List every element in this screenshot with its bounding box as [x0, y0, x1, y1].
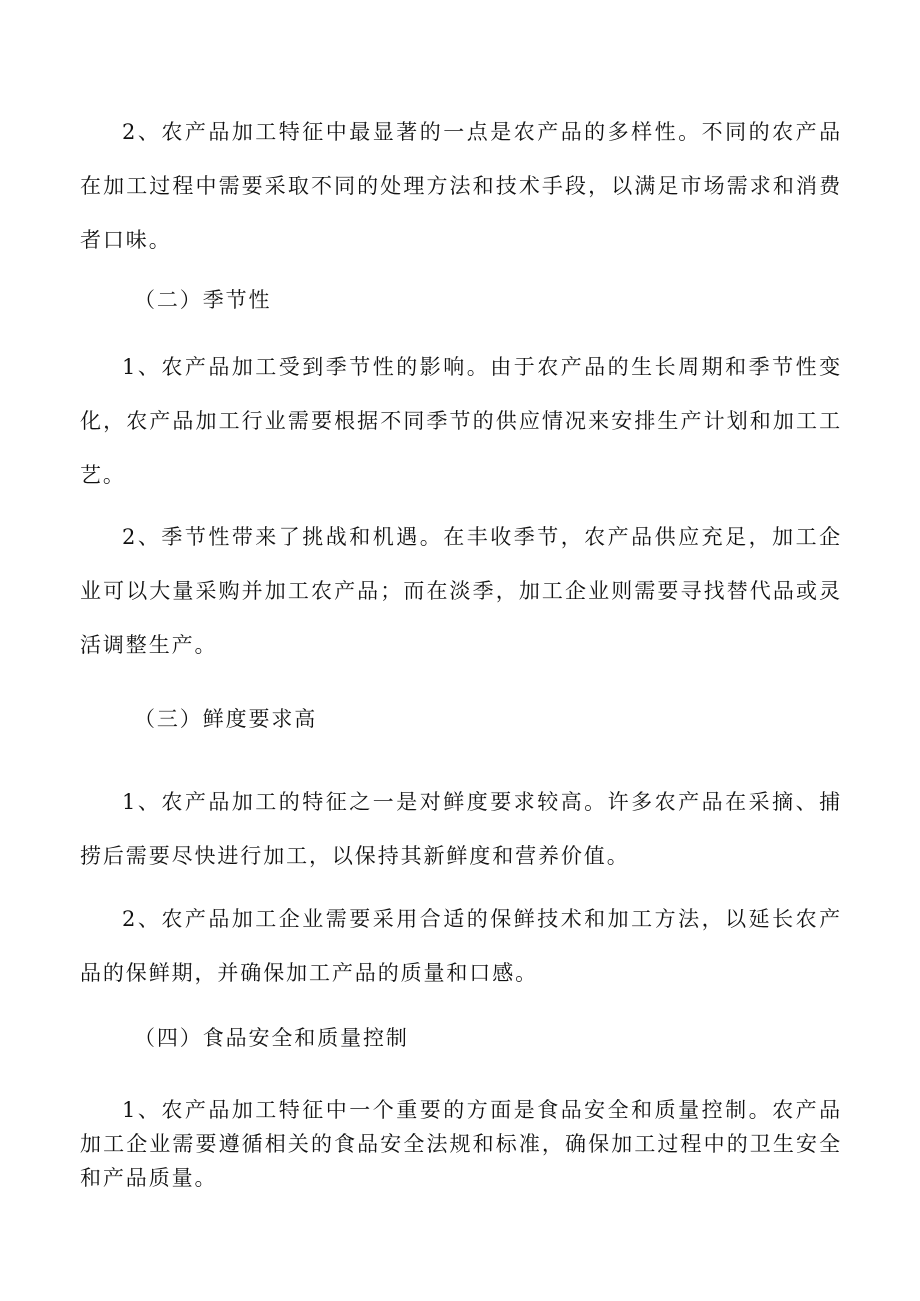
section-heading-food-safety: （四）食品安全和质量控制 — [134, 1026, 409, 1050]
paragraph-seasonality-2: 2、季节性带来了挑战和机遇。在丰收季节，农产品供应充足，加工企业可以大量采购并加工农产品；而在淡季，加工企业则需要寻找替代品或灵活调整生产。 — [80, 525, 842, 657]
paragraph-freshness-1: 1、农产品加工的特征之一是对鲜度要求较高。许多农产品在采摘、捕捞后需要尽快进行加工，以保持其新鲜度和营养价值。 — [80, 790, 842, 868]
paragraph-freshness-2: 2、农产品加工企业需要采用合适的保鲜技术和加工方法，以延长农产品的保鲜期，并确保加工产品的质量和口感。 — [80, 907, 842, 985]
section-heading-freshness: （三）鲜度要求高 — [134, 707, 318, 731]
paragraph-diversity-2: 2、农产品加工特征中最显著的一点是农产品的多样性。不同的农产品在加工过程中需要采取不同的处理方法和技术手段，以满足市场需求和消费者口味。 — [80, 120, 842, 252]
paragraph-seasonality-1: 1、农产品加工受到季节性的影响。由于农产品的生长周期和季节性变化，农产品加工行业需要根据不同季节的供应情况来安排生产计划和加工工艺。 — [80, 355, 842, 487]
section-heading-seasonality: （二）季节性 — [134, 288, 272, 312]
paragraph-food-safety-1: 1、农产品加工特征中一个重要的方面是食品安全和质量控制。农产品加工企业需要遵循相关的食品安全法规和标准，确保加工过程中的卫生安全和产品质量。 — [80, 1098, 842, 1190]
